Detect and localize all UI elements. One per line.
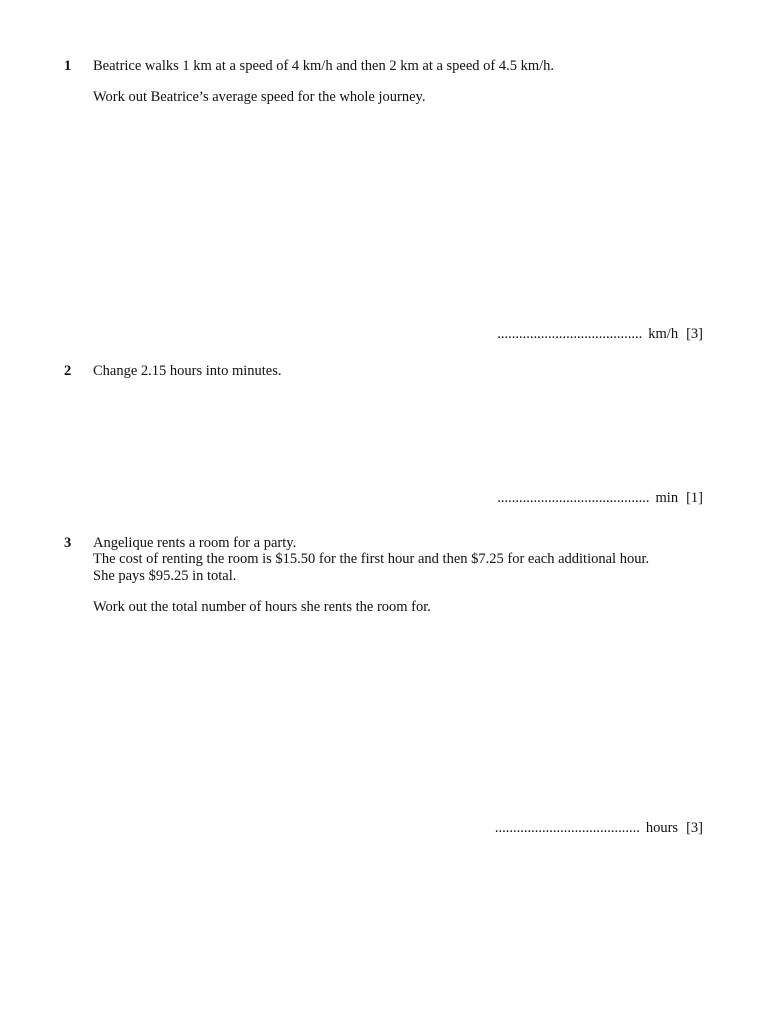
marks-label: [3]: [686, 326, 703, 342]
question-text: The cost of renting the room is $15.50 for the first hour and then $7.25 for each additional hour.: [93, 551, 650, 567]
answer-dots: ........................................: [494, 820, 640, 836]
answer-unit: min: [655, 490, 679, 506]
question-text: Change 2.15 hours into minutes.: [93, 363, 282, 379]
question-number: 3: [64, 535, 72, 551]
question-number: 2: [64, 363, 72, 379]
answer-unit: hours: [645, 820, 679, 836]
answer-line[interactable]: [497, 490, 703, 507]
question-instruction: Work out Beatrice’s average speed for the whole journey.: [93, 89, 426, 105]
question-text: Beatrice walks 1 km at a speed of 4 km/h and then 2 km at a speed of 4.5 km/h.: [93, 58, 555, 74]
question-instruction: Work out the total number of hours she rents the room for.: [93, 599, 431, 615]
question-number: 1: [64, 58, 72, 74]
question-text: Angelique rents a room for a party.: [93, 535, 297, 551]
answer-dots: ..........................................: [497, 490, 650, 506]
answer-line[interactable]: [497, 326, 703, 343]
answer-dots: ........................................: [497, 326, 643, 342]
marks-label: [3]: [686, 820, 703, 836]
question-text: She pays $95.25 in total.: [93, 568, 237, 584]
answer-line[interactable]: [495, 820, 703, 837]
answer-unit: km/h: [648, 326, 679, 342]
marks-label: [1]: [686, 490, 703, 506]
